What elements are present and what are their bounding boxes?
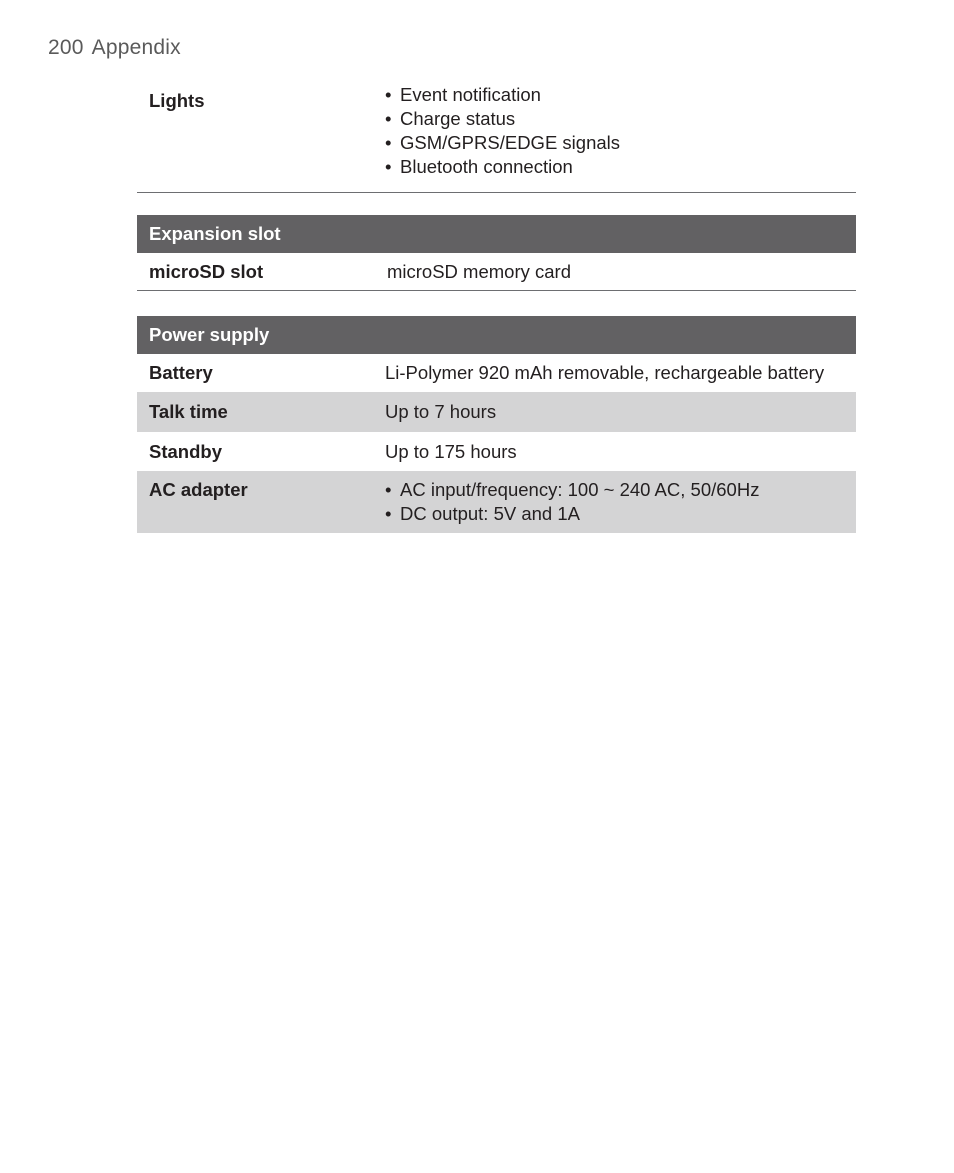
spec-value-lights (385, 83, 856, 179)
spec-row-battery (137, 354, 856, 392)
spec-value-microsd-slot: microSD memory card (387, 260, 571, 282)
spec-value-battery: Li-Polymer 920 mAh removable, rechargeable battery (385, 362, 825, 383)
spec-row-talk-time (137, 392, 856, 432)
page-header (48, 36, 181, 60)
spec-value-ac-adapter (385, 478, 856, 526)
spec-label-microsd-slot: microSD slot (149, 260, 264, 282)
spec-row-standby (137, 432, 856, 471)
spec-value-standby: Up to 175 hours (385, 440, 517, 462)
section-header-expansion-slot: Expansion slot (137, 215, 856, 253)
spec-label-battery: Battery (149, 362, 213, 383)
section-header-power-supply: Power supply (137, 316, 856, 354)
lights-spec-block (137, 83, 856, 193)
list-item: • Charge status (385, 107, 856, 131)
section-title: Appendix (91, 36, 181, 59)
spec-row-ac-adapter (137, 471, 856, 533)
list-item: • DC output: 5V and 1A (385, 502, 856, 526)
list-item: • Event notification (385, 83, 856, 107)
spec-label-standby: Standby (149, 440, 222, 462)
power-supply-section (137, 316, 856, 533)
spec-label-lights: Lights (149, 90, 205, 111)
list-item: • GSM/GPRS/EDGE signals (385, 131, 856, 155)
spec-value-talk-time: Up to 7 hours (385, 401, 497, 422)
lights-list (385, 83, 856, 179)
spec-label-talk-time: Talk time (149, 401, 228, 422)
page-number: 200 (48, 36, 84, 59)
spec-label-ac-adapter: AC adapter (149, 479, 248, 500)
ac-adapter-list (385, 478, 856, 526)
expansion-slot-section (137, 215, 856, 291)
spec-row-lights (137, 83, 856, 193)
list-item: • AC input/frequency: 100 ~ 240 AC, 50/60Hz (385, 478, 856, 502)
list-item: • Bluetooth connection (385, 155, 856, 179)
spec-row-microsd-slot (137, 253, 856, 291)
